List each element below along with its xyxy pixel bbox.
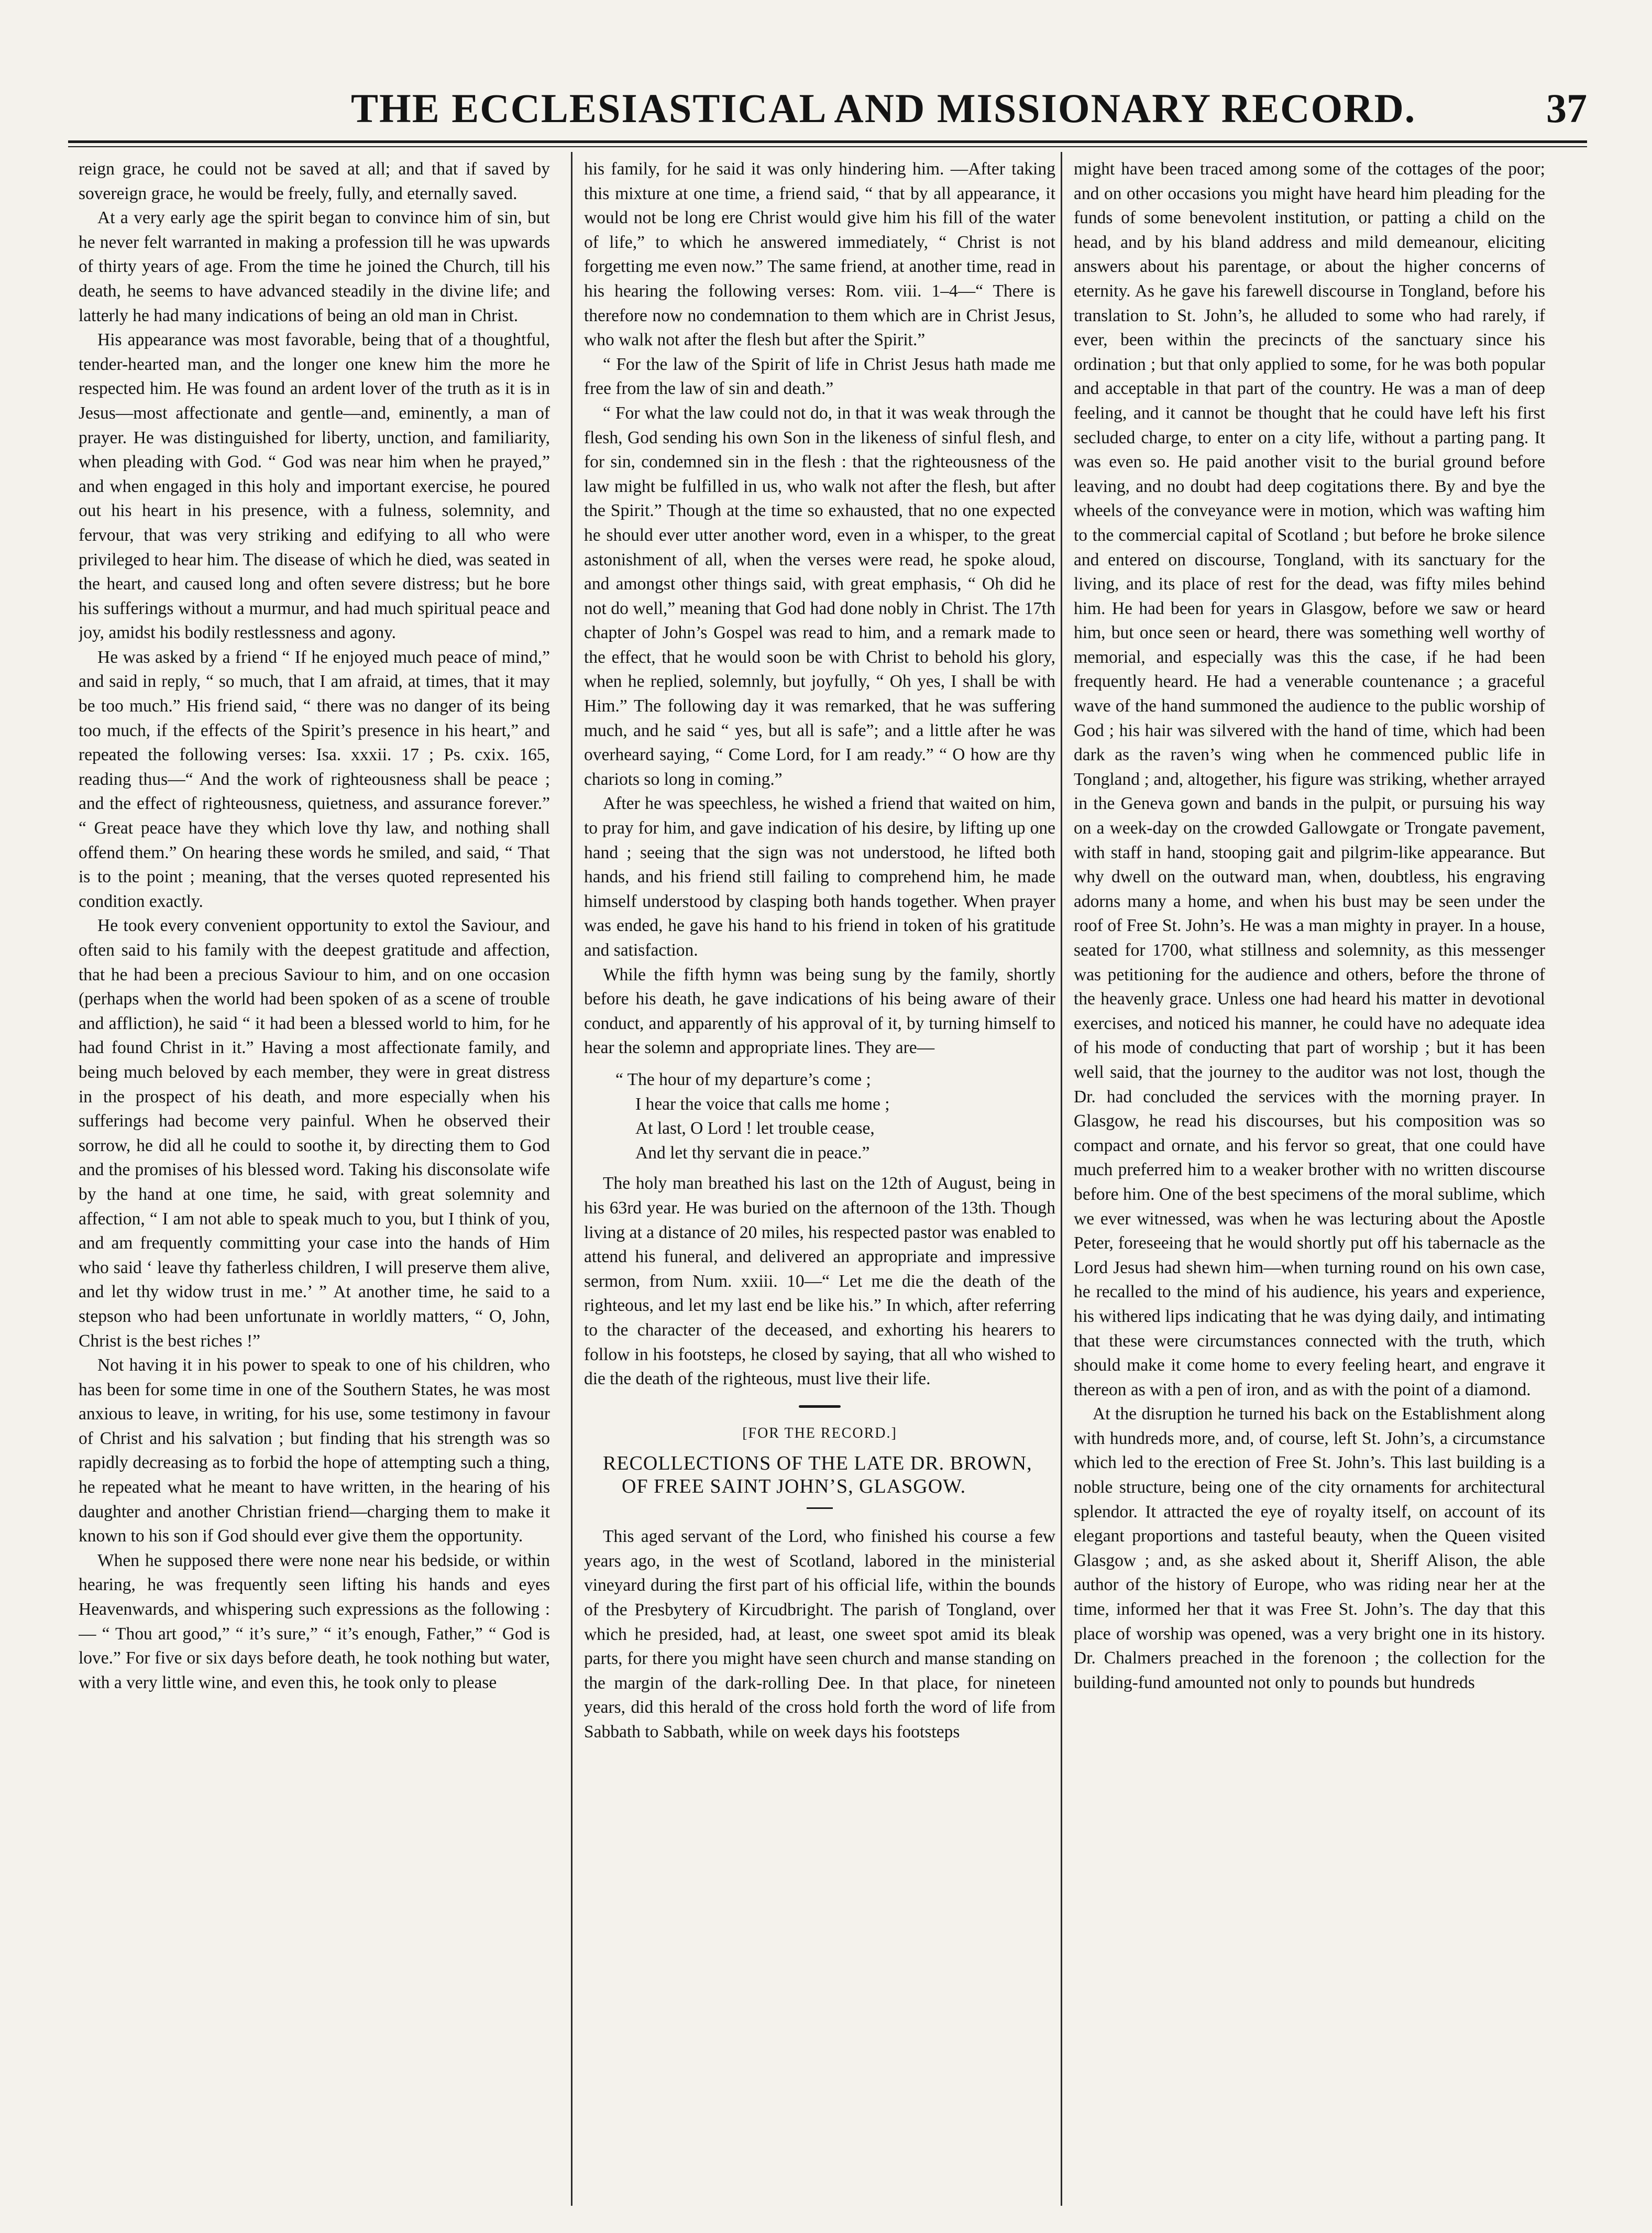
paragraph: While the fifth hymn was being sung by the family, shortly before his death, he gave indications of his being aware of their conduct, and apparently of his approval of it, by turning himself to hear the solemn and appropriate lines. They are—	[584, 965, 1055, 1058]
page-header	[68, 79, 1587, 136]
verse-line: And let thy servant die in peace.”	[635, 1143, 870, 1163]
hymn-verse	[584, 1068, 1055, 1165]
column-3	[1074, 157, 1545, 2211]
paragraph: “ For the law of the Spirit of life in Christ Jesus hath made me free from the law of sin and death.”	[584, 354, 1055, 399]
section-divider	[799, 1405, 841, 1408]
article-source: [FOR THE RECORD.]	[742, 1425, 897, 1441]
paragraph: might have been traced among some of the cottages of the poor; and on other occasions you might have heard him pleading for the funds of some benevolent institution, or patting a child on the head, and by his bland address and mild demeanour, eliciting answers about his parentage, or about the higher concerns of eternity. As he gave his farewell discourse in Tongland, before his translation to St. John’s, he alluded to some who had rarely, if ever, been within the precincts of the sanctuary since his ordination ; but that only applied to some, for he was both popular and acceptable in that part of the country. He was a man of deep feeling, and it cannot be thought that he could have left his first secluded charge, to enter on a city life, without a parting pang. It was even so. He paid another visit to the burial ground before leaving, and no doubt had deep cogitations there. By and bye the wheels of the conveyance were in motion, which was wafting him to the commercial capital of Scotland ; but before he broke silence and entered on discourse, Tongland, with its sanctuary for the living, and its place of rest for the dead, was fifty miles behind him. He had been for years in Glasgow, before we saw or heard him, but once seen or heard, there was something well worthy of memorial, and especially was this the case, if he had been frequently heard. He had a venerable countenance ; a graceful wave of the hand summoned the audience to the public worship of God ; his hair was silvered with the hand of time, which had been dark as the raven’s wing when he commenced public life in Tongland ; and, altogether, his figure was striking, whether arrayed in the Geneva gown and bands in the pulpit, or pursuing his way on a week-day on the crowded Gallowgate or Trongate pavement, with staff in hand, stooping gait and pilgrim-like appearance. But why dwell on the outward man, when, doubtless, his engraving adorns many a home, and when his bust may be seen under the roof of Free St. John’s. He was a man mighty in prayer. In a house, seated for 1700, what stillness and solemnity, as this messenger was petitioning for the audience and others, before the throne of the heavenly grace. Unless one had heard his matter in devotional exercises, and noticed his manner, he could have no adequate idea of his mode of conducting that part of worship ; but it has been well said, that the journey to the auditor was not lost, though the Dr. had concluded the services with the morning prayer. In Glasgow, he read his discourses, but his composition was so compact and ornate, and his fervor so great, that one could have much preferred him to a weaker brother with no written discourse before him. One of the best specimens of the moral sublime, which we ever witnessed, was when he was lecturing about the Apostle Peter, foreseeing that he would shortly put off his tabernacle as the Lord Jesus had shewn him—when turning round on his own case, he recalled to the mind of his audience, his years and experience, his withered lips indicating that he was dying daily, and intimating that these were circumstances connected with the truth, which should make it come home to every feeling heart, and engrave it thereon as with a pen of iron, and as with the point of a diamond.	[1074, 159, 1545, 1399]
paragraph: He took every convenient opportunity to extol the Saviour, and often said to his family with the deepest gratitude and affection, that he had been a precious Saviour to him, and on one occasion (perhaps when the world had been spoken of as a scene of trouble and affliction), he said “ it had been a blessed world to him, for he had found Christ in it.” Having a most affectionate family, and being much beloved by each member, they were in great distress in the prospect of his death, and more especially when his sufferings had become very painful. When he observed their sorrow, he did all he could to soothe it, by directing them to God and the promises of his blessed word. Taking his disconsolate wife by the hand at one time, he said, with great solemnity and affection, “ I am not able to speak much to you, but I think of you, and am frequently committing your case into the hands of Him who said ‘ leave thy fatherless children, I will preserve them alive, and let thy widow trust in me.’ ” At another time, he said to a stepson who had been unfortunate in worldly matters, “ O, John, Christ is the best riches !”	[79, 916, 550, 1351]
verse-line: I hear the voice that calls me home ;	[635, 1094, 890, 1114]
paragraph: At the disruption he turned his back on the Establishment along with hundreds more, and, of course, left St. John’s, a circumstance which led to the erection of Free St. John’s. This last building is a noble structure, being one of the city ornaments for architectural splendor. It attracted the eye of royalty itself, on account of its elegant proportions and tasteful beauty, when the Queen visited Glasgow ; and, as she asked about it, Sheriff Alison, the able author of the history of Europe, who was riding near her at the time, informed her that it was Free St. John’s. The day that this place of worship was opened, was a very bright one in its history. Dr. Chalmers preached in the forenoon ; the collection for the building-fund amounted not only to pounds but hundreds	[1074, 1404, 1545, 1692]
paragraph: his family, for he said it was only hindering him. —After taking this mixture at one time, a friend said, “ that by all appearance, it would not be long ere Christ would give him his fill of the water of life,” to which he answered immediately, “ Christ is not forgetting me even now.” The same friend, at another time, read in his hearing the following verses: Rom. viii. 1–4—“ There is therefore now no condemnation to them which are in Christ Jesus, who walk not after the flesh but after the Spirit.”	[584, 159, 1055, 350]
paragraph: The holy man breathed his last on the 12th of August, being in his 63rd year. He was buried on the afternoon of the 13th. Though living at a distance of 20 miles, his respected pastor was enabled to attend his funeral, and delivered an appropriate and impressive sermon, from Num. xxiii. 10—“ Let me die the death of the righteous, and let my last end be like his.” In which, after referring to the character of the deceased, and exhorting his hearers to follow in his footsteps, he closed by saying, that all who wished to die the death of the righteous, must live their life.	[584, 1174, 1055, 1389]
article-heading: RECOLLECTIONS OF THE LATE DR. BROWN, OF FREE SAINT JOHN’S, GLASGOW.	[603, 1452, 1032, 1498]
paragraph: This aged servant of the Lord, who finished his course a few years ago, in the west of Scotland, labored in the ministerial vineyard during the first part of his official life, within the bounds of the Presbytery of Kircudbright. The parish of Tongland, over which he presided, had, at least, one sweet spot amid its bleak parts, for there you might have seen church and manse standing on the margin of the dark-rolling Dee. In that place, for nineteen years, did this herald of the cross hold forth the word of life from Sabbath to Sabbath, while on week days his footsteps	[584, 1527, 1055, 1742]
heading-dash	[807, 1507, 833, 1509]
paragraph: When he supposed there were none near his bedside, or within hearing, he was frequently seen lifting his hands and eyes Heavenwards, and whispering such expressions as the following :— “ Thou art good,” “ it’s sure,” “ it’s enough, Father,” “ God is love.” For five or six days before death, he took nothing but water, with a very little wine, and even this, he took only to please	[79, 1550, 550, 1692]
paragraph: After he was speechless, he wished a friend that waited on him, to pray for him, and gave indication of his desire, by lifting up one hand ; seeing that the sign was not understood, he lifted both hands, and his friend still failing to comprehend him, he made himself understood by clasping both hands together. When prayer was ended, he gave his hand to his friend in token of his gratitude and satisfaction.	[584, 794, 1055, 960]
paragraph: Not having it in his power to speak to one of his children, who has been for some time in one of the Southern States, he was most anxious to leave, in writing, for his use, some testimony in favour of Christ and his salvation ; but finding that his strength was so rapidly decreasing as to forbid the hope of attempting such a thing, he repeated what he meant to have written, in the hearing of his daughter and another Christian friend—charging them to make it known to his son if God should ever give them the opportunity.	[79, 1355, 550, 1546]
column-1	[79, 157, 550, 2211]
paragraph: “ For what the law could not do, in that it was weak through the flesh, God sending his own Son in the likeness of sinful flesh, and for sin, condemned sin in the flesh : that the righteousness of the law might be fulfilled in us, who walk not after the flesh, but after the Spirit.” Though at the time so exhausted, that no one expected he should ever utter another word, even in a whisper, to the great astonishment of all, when the verses were read, he spoke aloud, and amongst other things said, with great emphasis, “ Oh did he not do well,” meaning that God had done nobly in Christ. The 17th chapter of John’s Gospel was read to him, and a remark made to the effect, that he would soon be with Christ to behold his glory, when he replied, solemnly, but joyfully, “ Oh yes, I shall be with Him.” The following day it was remarked, that he was suffering much, and he said “ yes, but all is safe”; and a little after he was overheard saying, “ Come Lord, for I am ready.” “ O how are thy chariots so long in coming.”	[584, 403, 1055, 789]
paragraph: reign grace, he could not be saved at all; and that if saved by sovereign grace, he would be freely, fully, and eternally saved.	[79, 159, 550, 203]
verse-line: “ The hour of my departure’s come ;	[615, 1069, 871, 1089]
header-rule-thick	[68, 140, 1587, 143]
paragraph: At a very early age the spirit began to convince him of sin, but he never felt warranted in making a profession till he was upwards of thirty years of age. From the time he joined the Church, till his death, he seems to have advanced steadily in the divine life; and latterly he had many indications of being an old man in Christ.	[79, 208, 550, 325]
column-divider-1	[571, 152, 572, 2206]
paragraph: His appearance was most favorable, being that of a thoughtful, tender-hearted man, and the longer one knew him the more he respected him. He was found an ardent lover of the truth as it is in Jesus—most affectionate and gentle—and, eminently, a man of prayer. He was distinguished for liberty, unction, and familiarity, when pleading with God. “ God was near him when he prayed,” and when engaged in this holy and important exercise, he poured out his heart in his presence, with a fulness, solemnity, and fervour, that was very striking and edifying to all who were privileged to hear him. The disease of which he died, was seated in the heart, and caused long and often severe distress; but he bore his sufferings without a murmur, and had much spiritual peace and joy, amidst his bodily restlessness and agony.	[79, 330, 550, 643]
column-2	[584, 157, 1055, 2211]
page-number: 37	[1546, 85, 1587, 131]
publication-title: THE ECCLESIASTICAL AND MISSIONARY RECORD.	[351, 85, 1416, 131]
verse-line: At last, O Lord ! let trouble cease,	[635, 1119, 875, 1139]
paragraph: He was asked by a friend “ If he enjoyed much peace of mind,” and said in reply, “ so much, that I am afraid, at times, that it may be too much.” His friend said, “ there was no danger of its being too much, if the effects of the Spirit’s presence in his heart,” and repeated the following verses: Isa. xxxii. 17 ; Ps. cxix. 165, reading thus—“ And the work of righteousness shall be peace ; and the effect of righteousness, quietness, and assurance forever.” “ Great peace have they which love thy law, and nothing shall offend them.” On hearing these words he smiled, and said, “ That is to the point ; meaning, that the verses quoted represented his condition exactly.	[79, 647, 550, 911]
header-rule-thin	[68, 146, 1587, 147]
column-divider-2	[1061, 152, 1062, 2206]
